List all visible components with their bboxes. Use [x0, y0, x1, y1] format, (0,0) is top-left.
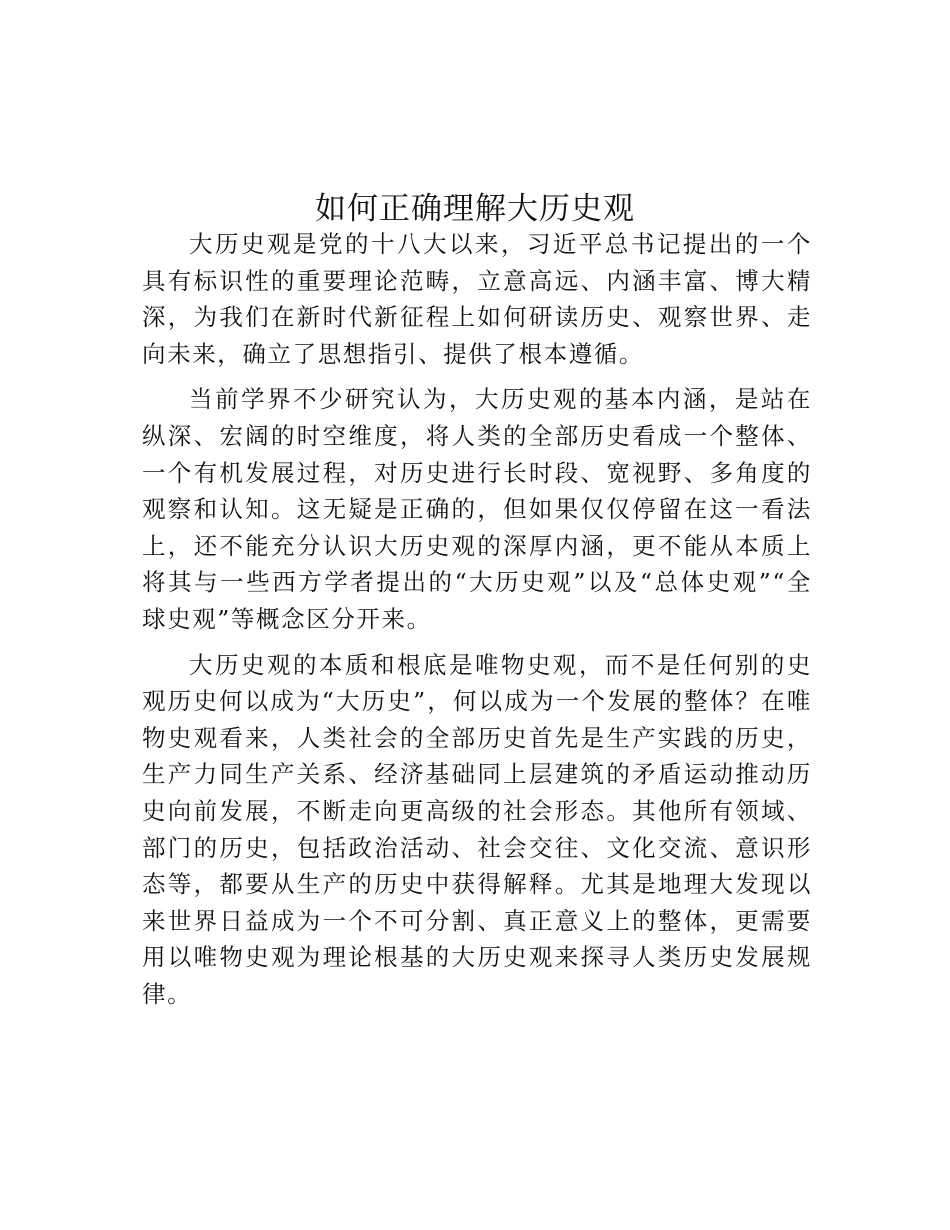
paragraph-3: 大历史观的本质和根底是唯物史观，而不是任何别的史观历史何以成为“大历史”，何以成为一个发展的整体？在唯物史观看来，人类社会的全部历史首先是生产实践的历史，生产力同生产关系、经济基础同上层建筑的矛盾运动推动历史向前发展，不断走向更高级的社会形态。其他所有领域、部门的历史，包括政治活动、社会交往、文化交流、意识形态等，都要从生产的历史中获得解释。尤其是地理大发现以来世界日益成为一个不可分割、真正意义上的整体，更需要用以唯物史观为理论根基的大历史观来探寻人类历史发展规律。	[142, 650, 812, 1008]
document-title: 如何正确理解大历史观	[315, 190, 635, 227]
document-body	[142, 226, 812, 1021]
paragraph-2: 当前学界不少研究认为，大历史观的基本内涵，是站在纵深、宏阔的时空维度，将人类的全部历史看成一个整体、一个有机发展过程，对历史进行长时段、宽视野、多角度的观察和认知。这无疑是正确的，但如果仅仅停留在这一看法上，还不能充分认识大历史观的深厚内涵，更不能从本质上将其与一些西方学者提出的“大历史观”以及“总体史观”“全球史观”等概念区分开来。	[142, 385, 812, 633]
paragraph-1: 大历史观是党的十八大以来，习近平总书记提出的一个具有标识性的重要理论范畴，立意高远、内涵丰富、博大精深，为我们在新时代新征程上如何研读历史、观察世界、走向未来，确立了思想指引、提供了根本遵循。	[142, 230, 812, 368]
